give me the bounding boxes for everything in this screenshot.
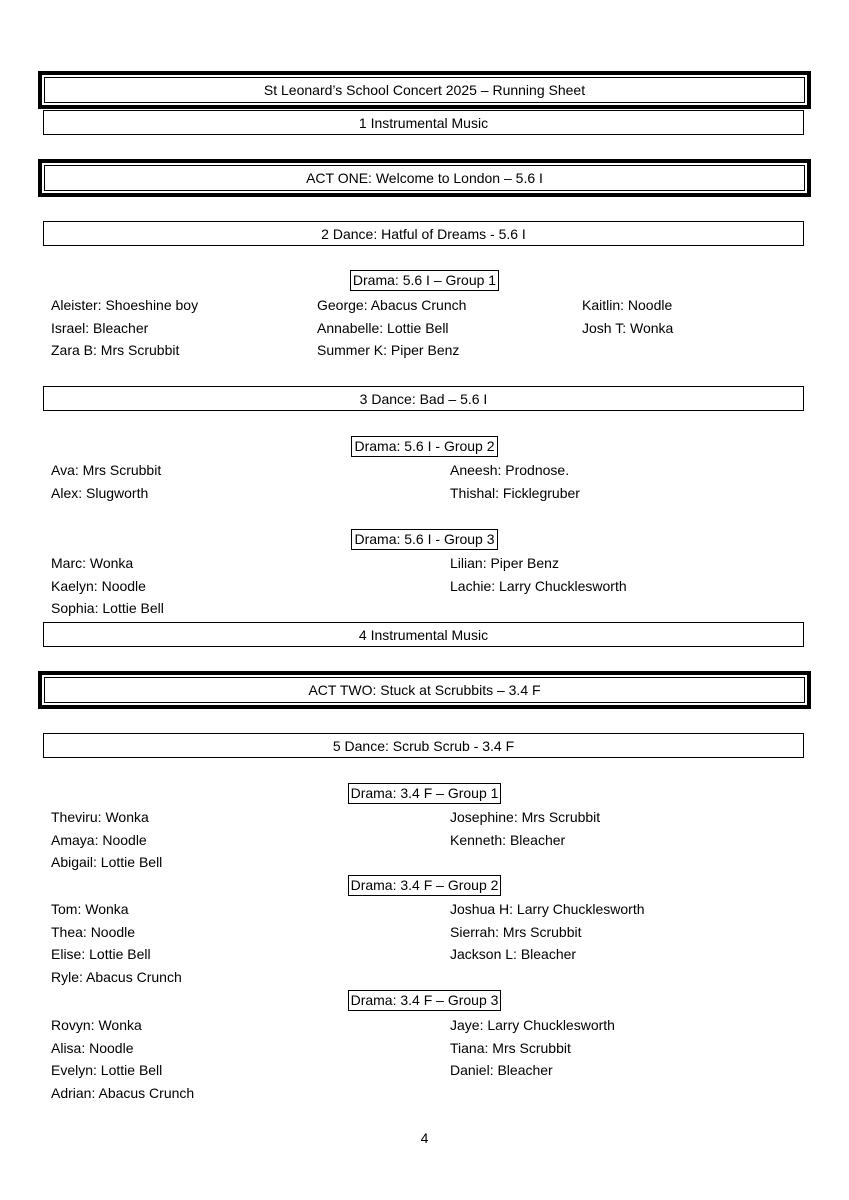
cast-column [51, 806, 162, 874]
group-heading-label: Drama: 5.6 I - Group 2 [351, 436, 497, 457]
cast-entry: Tiana: Mrs Scrubbit [450, 1039, 571, 1056]
cast-entry: Summer K: Piper Benz [317, 342, 460, 359]
cast-entry: Josephine: Mrs Scrubbit [450, 809, 601, 825]
act-two-box [38, 671, 811, 709]
cast-column [51, 294, 198, 362]
group-heading-label: Drama: 3.4 F – Group 2 [348, 875, 502, 896]
cast-entry: Alex: Slugworth [51, 484, 149, 501]
page-number: 4 [420, 1130, 429, 1146]
cast-entry: Ava: Mrs Scrubbit [51, 462, 162, 478]
title-box [38, 71, 811, 109]
cast-column [317, 294, 466, 362]
group-heading-34-2 [0, 875, 849, 897]
cast-entry: Alisa: Noodle [51, 1039, 134, 1056]
item-instrumental-1: 1 Instrumental Music [43, 110, 804, 135]
cast-entry: Ryle: Abacus Crunch [51, 969, 182, 986]
group-heading-34-1 [0, 783, 849, 805]
item-dance-2: 2 Dance: Hatful of Dreams - 5.6 I [43, 221, 804, 246]
group-heading-56-2 [0, 436, 849, 458]
cast-entry: Thishal: Ficklegruber [450, 484, 580, 501]
cast-entry: Elise: Lottie Bell [51, 946, 151, 963]
cast-column [450, 1014, 615, 1082]
group-heading-label: Drama: 3.4 F – Group 1 [348, 783, 502, 804]
cast-column [51, 459, 161, 504]
cast-entry: Jackson L: Bleacher [450, 946, 577, 963]
cast-entry: Aneesh: Prodnose. [450, 462, 570, 478]
item-dance-3: 3 Dance: Bad – 5.6 I [43, 386, 804, 411]
group-heading-56-1 [0, 270, 849, 292]
cast-entry: Aleister: Shoeshine boy [51, 297, 199, 313]
act-one-heading: ACT ONE: Welcome to London – 5.6 I [44, 165, 805, 191]
cast-entry: Amaya: Noodle [51, 831, 147, 848]
cast-entry: Kaelyn: Noodle [51, 577, 146, 594]
cast-column [450, 552, 627, 597]
group-heading-34-3 [0, 990, 849, 1012]
cast-column [450, 806, 600, 851]
cast-entry: Daniel: Bleacher [450, 1062, 553, 1079]
group-heading-label: Drama: 5.6 I - Group 3 [351, 529, 497, 550]
cast-column [51, 552, 164, 620]
cast-entry: Jaye: Larry Chucklesworth [450, 1017, 615, 1033]
cast-entry: Joshua H: Larry Chucklesworth [450, 901, 645, 917]
cast-entry: Sophia: Lottie Bell [51, 600, 164, 617]
item-instrumental-4: 4 Instrumental Music [43, 622, 804, 647]
cast-entry: Annabelle: Lottie Bell [317, 319, 449, 336]
cast-entry: Theviru: Wonka [51, 809, 149, 825]
cast-entry: Marc: Wonka [51, 555, 134, 571]
act-two-heading: ACT TWO: Stuck at Scrubbits – 3.4 F [44, 677, 805, 703]
group-heading-56-3 [0, 529, 849, 551]
page-title: St Leonard’s School Concert 2025 – Running Sheet [44, 77, 805, 103]
cast-entry: Tom: Wonka [51, 901, 129, 917]
cast-column [51, 898, 182, 989]
cast-column [450, 898, 645, 966]
cast-entry: Abigail: Lottie Bell [51, 854, 163, 871]
cast-entry: Thea: Noodle [51, 923, 136, 940]
cast-entry: Rovyn: Wonka [51, 1017, 142, 1033]
cast-entry: Adrian: Abacus Crunch [51, 1085, 195, 1102]
cast-entry: Lilian: Piper Benz [450, 555, 559, 571]
cast-column [51, 1014, 194, 1105]
cast-entry: Zara B: Mrs Scrubbit [51, 342, 180, 359]
cast-entry: Sierrah: Mrs Scrubbit [450, 923, 582, 940]
item-dance-5: 5 Dance: Scrub Scrub - 3.4 F [43, 733, 804, 758]
cast-column [450, 459, 580, 504]
group-heading-label: Drama: 5.6 I – Group 1 [350, 270, 499, 291]
cast-entry: Evelyn: Lottie Bell [51, 1062, 163, 1079]
cast-entry: George: Abacus Crunch [317, 297, 467, 313]
cast-entry: Josh T: Wonka [582, 319, 674, 336]
group-heading-label: Drama: 3.4 F – Group 3 [348, 990, 502, 1011]
cast-entry: Kenneth: Bleacher [450, 831, 566, 848]
act-one-box [38, 159, 811, 197]
cast-entry: Lachie: Larry Chucklesworth [450, 577, 627, 594]
cast-entry: Israel: Bleacher [51, 319, 149, 336]
cast-entry: Kaitlin: Noodle [582, 297, 673, 313]
cast-column [582, 294, 673, 339]
